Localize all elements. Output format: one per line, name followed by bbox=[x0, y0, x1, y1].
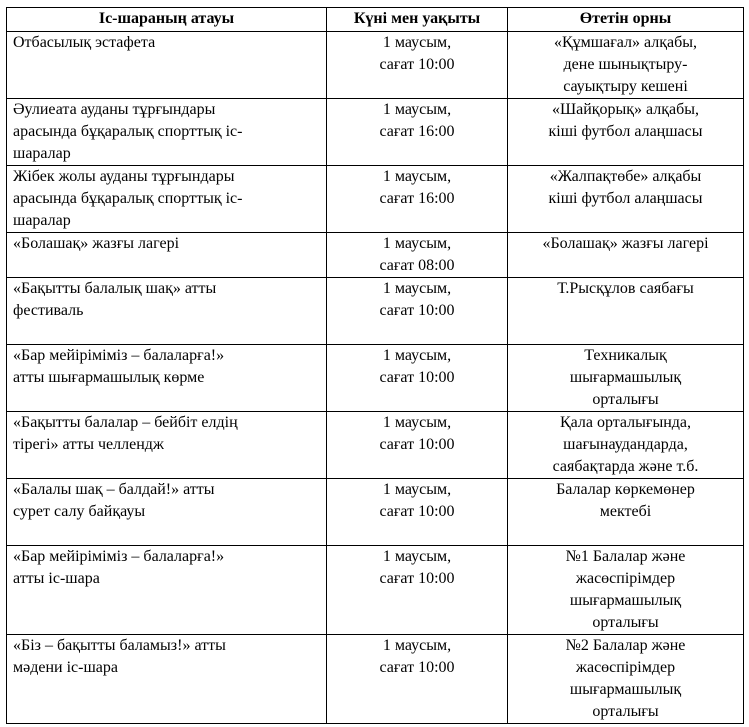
cell-line: орталығы bbox=[592, 703, 659, 720]
cell-line: Әулиеата ауданы тұрғындары bbox=[13, 101, 216, 118]
table-row bbox=[7, 166, 744, 233]
cell-line: 1 маусым, bbox=[382, 101, 452, 118]
cell-line: мәдени іс-шара bbox=[13, 659, 118, 676]
cell-line: атты шығармашылық көрме bbox=[13, 369, 205, 386]
cell-line: 1 маусым, bbox=[382, 34, 452, 51]
event-name-cell bbox=[7, 635, 327, 724]
cell-line: арасында бұқаралық спорттық іс- bbox=[13, 190, 243, 207]
cell-line: сағат 10:00 bbox=[379, 503, 455, 520]
cell-line: Балалар көркемөнер bbox=[556, 481, 695, 498]
venue-cell bbox=[508, 412, 744, 479]
cell-line: сағат 10:00 bbox=[379, 436, 455, 453]
header-date-time: Күні мен уақыты bbox=[327, 8, 508, 32]
venue-cell bbox=[508, 635, 744, 724]
cell-line: сурет салу байқауы bbox=[13, 503, 146, 520]
cell-line: Т.Рысқұлов саябағы bbox=[557, 280, 694, 297]
cell-line: сағат 16:00 bbox=[379, 190, 455, 207]
header-event-name: Іс-шараның атауы bbox=[7, 8, 327, 32]
event-name-cell bbox=[7, 479, 327, 546]
date-time-cell bbox=[327, 278, 508, 345]
date-time-cell bbox=[327, 546, 508, 635]
cell-line: «Бақытты балалық шақ» атты bbox=[13, 280, 217, 297]
cell-line: сағат 10:00 bbox=[379, 369, 455, 386]
cell-line: саябақтарда және т.б. bbox=[552, 458, 699, 475]
cell-line: «Шайқорық» алқабы, bbox=[551, 101, 700, 118]
cell-line: 1 маусым, bbox=[382, 637, 452, 654]
header-row bbox=[7, 8, 744, 32]
cell-line: сағат 10:00 bbox=[379, 56, 455, 73]
cell-line: «Құмшағал» алқабы, bbox=[554, 34, 697, 51]
cell-line: 1 маусым, bbox=[382, 548, 452, 565]
cell-line: арасында бұқаралық спорттық іс- bbox=[13, 123, 243, 140]
cell-line: 1 маусым, bbox=[382, 168, 452, 185]
date-time-cell bbox=[327, 635, 508, 724]
date-time-cell bbox=[327, 345, 508, 412]
event-name-cell bbox=[7, 166, 327, 233]
venue-cell bbox=[508, 233, 744, 278]
event-name-cell bbox=[7, 345, 327, 412]
event-name-cell bbox=[7, 99, 327, 166]
cell-line: шағынаудандарда, bbox=[563, 436, 688, 453]
cell-line: шығармашылық bbox=[569, 369, 682, 386]
cell-line: сағат 10:00 bbox=[379, 302, 455, 319]
cell-line: 1 маусым, bbox=[382, 481, 452, 498]
event-name-cell bbox=[7, 412, 327, 479]
cell-line: шаралар bbox=[13, 212, 71, 229]
date-time-cell bbox=[327, 166, 508, 233]
table-row bbox=[7, 635, 744, 724]
cell-line: жасөспірімдер bbox=[575, 570, 676, 587]
date-time-cell bbox=[327, 479, 508, 546]
event-name-cell bbox=[7, 233, 327, 278]
cell-line: 1 маусым, bbox=[382, 414, 452, 431]
cell-line: жасөспірімдер bbox=[575, 659, 676, 676]
table-row bbox=[7, 99, 744, 166]
table-row bbox=[7, 32, 744, 99]
table-row bbox=[7, 345, 744, 412]
event-name-cell bbox=[7, 32, 327, 99]
date-time-cell bbox=[327, 32, 508, 99]
venue-cell bbox=[508, 479, 744, 546]
cell-line: сауықтыру кешені bbox=[563, 78, 688, 95]
venue-cell bbox=[508, 166, 744, 233]
cell-line: шығармашылық bbox=[569, 681, 682, 698]
event-name-cell bbox=[7, 546, 327, 635]
cell-line: «Бар мейіріміміз – балаларға!» bbox=[13, 347, 225, 364]
cell-line: фестиваль bbox=[13, 302, 84, 319]
cell-line: «Бақытты балалар – бейбіт елдің bbox=[13, 414, 238, 431]
table-row bbox=[7, 278, 744, 345]
cell-line: кіші футбол алаңшасы bbox=[548, 123, 703, 140]
cell-line: «Біз – бақытты баламыз!» атты bbox=[13, 637, 226, 654]
cell-line: 1 маусым, bbox=[382, 235, 452, 252]
cell-line: 1 маусым, bbox=[382, 280, 452, 297]
cell-line: №1 Балалар және bbox=[565, 548, 686, 565]
cell-line: «Бар мейіріміміз – балаларға!» bbox=[13, 548, 225, 565]
venue-cell bbox=[508, 546, 744, 635]
cell-line: Техникалық bbox=[584, 347, 667, 364]
cell-line: орталығы bbox=[592, 391, 659, 408]
event-name-cell bbox=[7, 278, 327, 345]
cell-line: шаралар bbox=[13, 145, 71, 162]
table-row bbox=[7, 479, 744, 546]
cell-line: 1 маусым, bbox=[382, 347, 452, 364]
date-time-cell bbox=[327, 412, 508, 479]
cell-line: тірегі» атты челлендж bbox=[13, 436, 164, 453]
cell-line: сағат 16:00 bbox=[379, 123, 455, 140]
cell-line: орталығы bbox=[592, 614, 659, 631]
cell-line: Жібек жолы ауданы тұрғындары bbox=[13, 168, 235, 185]
table-row bbox=[7, 412, 744, 479]
cell-line: сағат 08:00 bbox=[379, 257, 455, 274]
cell-line: Отбасылық эстафета bbox=[13, 34, 156, 51]
venue-cell bbox=[508, 345, 744, 412]
cell-line: дене шынықтыру- bbox=[563, 56, 688, 73]
cell-line: шығармашылық bbox=[569, 592, 682, 609]
date-time-cell bbox=[327, 233, 508, 278]
cell-line: «Жалпақтөбе» алқабы bbox=[549, 168, 702, 185]
cell-line: атты іс-шара bbox=[13, 570, 100, 587]
header-venue: Өтетін орны bbox=[508, 8, 744, 32]
venue-cell bbox=[508, 32, 744, 99]
cell-line: мектебі bbox=[599, 503, 652, 520]
venue-cell bbox=[508, 99, 744, 166]
table-row bbox=[7, 233, 744, 278]
cell-line: Қала орталығында, bbox=[559, 414, 692, 431]
cell-line: сағат 10:00 bbox=[379, 659, 455, 676]
cell-line: «Болашақ» жазғы лагері bbox=[542, 235, 709, 252]
cell-line: сағат 10:00 bbox=[379, 570, 455, 587]
cell-line: «Балалы шақ – балдай!» атты bbox=[13, 481, 215, 498]
cell-line: №2 Балалар және bbox=[565, 637, 686, 654]
date-time-cell bbox=[327, 99, 508, 166]
table-row bbox=[7, 546, 744, 635]
cell-line: «Болашақ» жазғы лагері bbox=[13, 235, 180, 252]
events-table bbox=[6, 7, 744, 724]
venue-cell bbox=[508, 278, 744, 345]
cell-line: кіші футбол алаңшасы bbox=[548, 190, 703, 207]
